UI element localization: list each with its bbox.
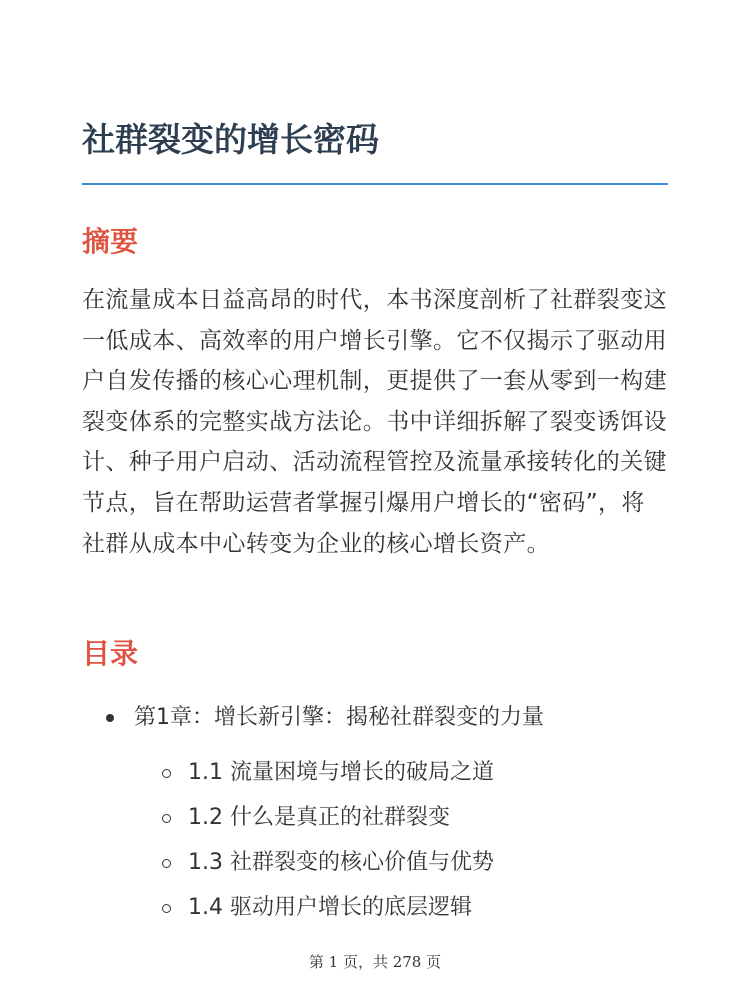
toc-chapter-item [106,698,544,738]
toc-section-item [162,888,472,928]
title-divider [82,183,668,185]
page-footer: 第 1 页，共 278 页 [308,953,442,971]
toc-heading: 目录 [82,637,139,670]
toc-section-item [162,843,494,883]
disc-bullet-icon [106,714,114,722]
circle-bullet-icon [162,904,171,913]
toc-section-label: 1.1 流量困境与增长的破局之道 [188,760,494,785]
toc-section-label: 1.3 社群裂变的核心价值与优势 [188,850,494,875]
circle-bullet-icon [162,814,171,823]
toc-section-label: 1.2 什么是真正的社群裂变 [188,805,450,830]
abstract-heading: 摘要 [82,225,139,258]
toc-chapter-label: 第1章：增长新引擎：揭秘社群裂变的力量 [134,705,544,730]
toc-section-item [162,798,450,838]
toc-section-item [162,753,494,793]
abstract-text: 在流量成本日益高昂的时代，本书深度剖析了社群裂变这一低成本、高效率的用户增长引擎。它不仅揭示了驱动用户自发传播的核心心理机制，更提供了一套从零到一构建裂变体系的完整实战方法论。书中详细拆解了裂变诱饵设计、种子用户启动、活动流程管控及流量承接转化的关键节点，旨在帮助运营者掌握引爆用户增长的“密码”，将社群从成本中心转变为企业的核心增长资产。 [82,287,667,557]
document-title: 社群裂变的增长密码 [82,120,379,159]
circle-bullet-icon [162,859,171,868]
toc-section-label: 1.4 驱动用户增长的底层逻辑 [188,895,472,920]
circle-bullet-icon [162,769,171,778]
